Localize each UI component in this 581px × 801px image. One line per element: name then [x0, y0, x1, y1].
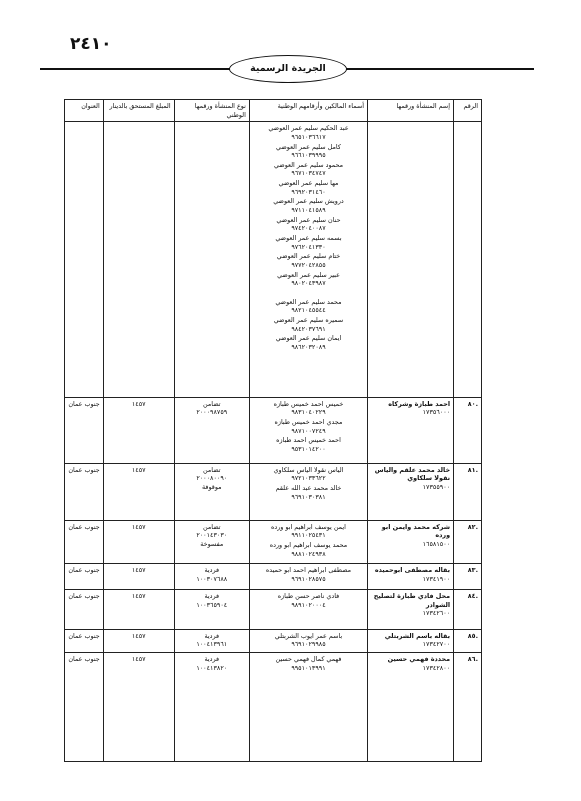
owner-entry: [253, 566, 364, 583]
table-row: [65, 122, 482, 397]
establishment-type: تضامن: [202, 522, 221, 531]
owner-name: عبير سليم عمر العوضي: [277, 270, 340, 279]
header-rule-right: [346, 68, 534, 70]
owner-entry: [253, 541, 364, 558]
establishment-status: موقوفة: [201, 483, 222, 492]
address-cell: جنوب عمان: [65, 629, 104, 653]
address-cell: جنوب عمان: [65, 564, 104, 589]
establishment-number: ١٦٥٨١٥٠٠: [422, 540, 451, 549]
establishment-type: فردية: [204, 631, 220, 640]
owners-cell: [249, 653, 367, 762]
establishment-type: فردية: [204, 591, 220, 600]
type-cell: [174, 629, 249, 653]
owners-cell: [249, 397, 367, 463]
owner-national-id: ٩٨٣١٠٤٠٢٢٩: [291, 408, 326, 417]
amount-due: ١٤٥٧: [103, 629, 174, 653]
establishment-cell: [368, 520, 454, 564]
owner-name: فهمي كمال فهمي حسين: [275, 655, 342, 664]
owner-entry: [253, 298, 364, 315]
establishment-type: تضامن: [202, 465, 221, 474]
owner-name: مجدي احمد خميس طبازه: [274, 418, 343, 427]
owner-entry: [253, 418, 364, 435]
owner-entry: [253, 252, 364, 269]
address-cell: جنوب عمان: [65, 463, 104, 520]
table-row: [65, 463, 482, 520]
establishment-national-id: ١٠٠٤١٣٩٦١: [196, 640, 228, 649]
type-cell: [174, 520, 249, 564]
owner-national-id: ٩٧٢١٠٣٣٦٢٢: [291, 474, 326, 483]
address-cell: جنوب عمان: [65, 653, 104, 762]
owner-entry: [253, 179, 364, 196]
establishment-number: ١٧٣٤٢٨٠٠: [422, 663, 451, 672]
address-cell: جنوب عمان: [65, 589, 104, 629]
owner-national-id: ٩٦٩١٠٢٨٥٧٥: [291, 575, 326, 584]
owner-entry: [253, 523, 364, 540]
establishment-number: ١٧٣٤١٩٠٠: [422, 575, 451, 584]
owner-entry: [253, 592, 364, 609]
owner-national-id: ٩٦٩١٠٣٠٣٨١: [291, 492, 326, 501]
owner-entry: [253, 484, 364, 501]
owners-cell: [249, 122, 367, 397]
establishment-national-id: ١٠٠٤١٣٨٢٠: [196, 663, 228, 672]
page-number: ٢٤١٠: [70, 34, 112, 54]
owner-name: ختام سليم عمر العوضي: [276, 252, 341, 261]
owner-entry: [253, 271, 364, 288]
owner-name: باسم عمر ايوب الشربتلي: [274, 631, 343, 640]
establishment-name: محل فادي طبازة لتصليح الشوادر: [373, 591, 451, 609]
owner-national-id: ٩٨٠٢٠٤٣٩٨٧: [291, 279, 326, 288]
establishment-cell: [368, 397, 454, 463]
owner-name: محمود سليم عمر العوضي: [273, 160, 343, 169]
table-row: [65, 589, 482, 629]
establishment-type: تضامن: [202, 399, 221, 408]
establishment-national-id: ٢٠٠٠٩٨٧٥٩: [196, 408, 228, 417]
type-cell: [174, 653, 249, 762]
address-cell: جنوب عمان: [65, 397, 104, 463]
row-number: .٨٤: [454, 589, 482, 629]
owner-name: احمد خميس احمد طبازه: [276, 436, 341, 445]
row-number: .٨٠: [454, 397, 482, 463]
row-number: .٨٢: [454, 520, 482, 564]
establishment-national-id: ٢٠٠١٤٣٠٣٠: [196, 531, 228, 540]
owner-national-id: ٩٧٦٢٠٤١٣٣٠: [291, 242, 326, 251]
owner-national-id: ٩٦٧١٠٣٤٧٤٧: [291, 169, 326, 178]
type-cell: [174, 463, 249, 520]
type-cell: [174, 589, 249, 629]
owner-national-id: ٩٥٣١٠١٤٢٠٠: [291, 444, 326, 453]
owner-entry: [253, 234, 364, 251]
row-number: .٨١: [454, 463, 482, 520]
address-cell: جنوب عمان: [65, 520, 104, 564]
establishment-cell: [368, 629, 454, 653]
address-cell: [65, 122, 104, 397]
owner-entry: [253, 161, 364, 178]
amount-due: ١٤٥٧: [103, 520, 174, 564]
establishment-name: محددة فهمي حسين: [387, 655, 451, 664]
table-row: [65, 520, 482, 564]
owner-national-id: ٩٨٨١٠٢٤٩٣٨: [291, 549, 326, 558]
owners-cell: [249, 463, 367, 520]
header-owners: أسماء المالكين وأرقامهم الوطنية: [249, 100, 367, 122]
owners-cell: [249, 629, 367, 653]
owner-entry: [253, 632, 364, 649]
owner-entry: [253, 316, 364, 333]
establishment-type: فردية: [204, 655, 220, 664]
owner-national-id: ٩٦٩١٠٢٩٩٨٥: [291, 640, 326, 649]
owner-entry: [253, 655, 364, 672]
owner-national-id: ٩٨٦٢٠٣٢٠٨٩: [291, 343, 326, 352]
owner-name: محمد سليم عمر العوضي: [275, 297, 342, 306]
owner-national-id: ٩٩٥١٠١٣٩٩١: [291, 663, 326, 672]
owner-national-id: ٩٧٤٢٠٤٠٠٨٧: [291, 224, 326, 233]
amount-due: ١٤٥٧: [103, 397, 174, 463]
owner-name: الياس نقولا الياس سلكاوي: [273, 465, 344, 474]
owner-name: خالد محمد عبد الله علقم: [275, 484, 342, 493]
owners-cell: [249, 520, 367, 564]
owner-national-id: ٩٨٧١٠٠٧٢٤٩: [291, 426, 326, 435]
establishment-cell: [368, 653, 454, 762]
owner-entry: [253, 466, 364, 483]
owner-national-id: ٩٧١١٠٤١٥٨٩: [291, 206, 326, 215]
owner-entry: [253, 400, 364, 417]
owner-spacer: [253, 289, 364, 298]
row-number: .٨٥: [454, 629, 482, 653]
owner-name: درويش سليم عمر العوضي: [273, 197, 344, 206]
owner-name: ايمان سليم عمر العوضي: [275, 334, 342, 343]
establishment-number: ١٧٣٥٦٠٠٠: [422, 408, 451, 417]
header-rule-left: [40, 68, 230, 70]
owner-national-id: ٩٨٤٢٠٣٧٦٩١: [291, 324, 326, 333]
establishment-number: ١٧٣٤٢٦٠٠: [422, 609, 451, 618]
establishment-national-id: ٢٠٠٠٨٠٠٩٠: [196, 474, 228, 483]
type-cell: [174, 122, 249, 397]
owner-national-id: ٩٨٢١٠٤٥٥٤٤: [291, 306, 326, 315]
header-row: [65, 100, 482, 122]
gazette-title: الجريدة الرسمية: [229, 55, 347, 83]
table-row: [65, 397, 482, 463]
owner-name: خميس احمد خميس طبازه: [273, 399, 344, 408]
establishment-name: شركه محمد وايمن ابو ورده: [381, 522, 451, 540]
owner-national-id: ٩٩١١٠٢٥٤٣١: [291, 531, 326, 540]
owner-national-id: ٩٧٧٢٠٤٢٨٥٥: [291, 260, 326, 269]
owner-name: كامل سليم عمر العوضي: [276, 142, 341, 151]
owner-entry: [253, 143, 364, 160]
header-num: الرقم: [454, 100, 482, 122]
establishment-national-id: ١٠٠٣٦٥٩٠٤: [196, 600, 228, 609]
owner-name: سميره سليم عمر العوضي: [273, 316, 344, 325]
establishment-national-id: ١٠٠٣٠٧٦٨٨: [196, 575, 228, 584]
amount-due: ١٤٥٧: [103, 463, 174, 520]
owner-name: مصطفى ابراهيم احمد ابو حميده: [265, 566, 352, 575]
establishment-type: فردية: [204, 566, 220, 575]
amount-due: ١٤٥٧: [103, 564, 174, 589]
header-address: العنوان: [65, 100, 104, 122]
establishment-cell: [368, 463, 454, 520]
owner-entry: [253, 124, 364, 141]
owner-national-id: ٩٦٩٢٠٣١٤٦٠: [291, 187, 326, 196]
owner-name: حنان سليم عمر العوضي: [276, 215, 341, 224]
establishment-number: ١٧٣٥٥٩٠٠: [422, 483, 451, 492]
establishment-cell: [368, 564, 454, 589]
owner-entry: [253, 436, 364, 453]
owner-name: فادي ناصر حسن طبازه: [277, 591, 340, 600]
register-table: [64, 99, 482, 762]
header-establishment: إسم المنشأة ورقمها: [368, 100, 454, 122]
table-row: [65, 653, 482, 762]
establishment-number: ١٧٣٤٢٧٠٠: [422, 640, 451, 649]
owner-name: عبد الحكيم سليم عمر العوضي: [268, 124, 349, 133]
owner-name: مها سليم عمر العوضي: [278, 179, 339, 188]
amount-due: [103, 122, 174, 397]
owners-cell: [249, 589, 367, 629]
header-amount: المبلغ المستحق بالدينار: [103, 100, 174, 122]
establishment-cell: [368, 589, 454, 629]
table-row: [65, 564, 482, 589]
owner-national-id: ٩٨٩١٠٢٠٠٠٤: [291, 600, 326, 609]
establishment-name: احمد طبازة وشركاه: [388, 399, 451, 408]
owner-entry: [253, 216, 364, 233]
row-number: [454, 122, 482, 397]
establishment-cell: [368, 122, 454, 397]
owner-entry: [253, 334, 364, 351]
amount-due: ١٤٥٧: [103, 589, 174, 629]
type-cell: [174, 564, 249, 589]
owner-name: محمد يوسف ابراهيم ابو ورده: [269, 541, 348, 550]
row-number: .٨٦: [454, 653, 482, 762]
type-cell: [174, 397, 249, 463]
owners-cell: [249, 564, 367, 589]
owner-name: بسمه سليم عمر العوضي: [275, 233, 342, 242]
amount-due: ١٤٥٧: [103, 653, 174, 762]
header-type: نوع المنشأة ورقمها الوطني: [174, 100, 249, 122]
owner-national-id: ٩٦٥١٠٣٦٦١٧: [291, 132, 326, 141]
owner-name: ايمن يوسف ابراهيم ابو ورده: [271, 522, 346, 531]
establishment-name: خالد محمد علقم والياس نقولا سلكاوي: [374, 465, 451, 483]
establishment-name: بقاله باسم الشربتلي: [384, 631, 451, 640]
owner-entry: [253, 197, 364, 214]
owner-national-id: ٩٦٦١٠٣٩٩٩٥: [291, 151, 326, 160]
row-number: .٨٣: [454, 564, 482, 589]
establishment-status: مفسوخة: [200, 540, 224, 549]
establishment-name: بقاله مصطفى ابوحميده: [374, 566, 451, 575]
table-row: [65, 629, 482, 653]
